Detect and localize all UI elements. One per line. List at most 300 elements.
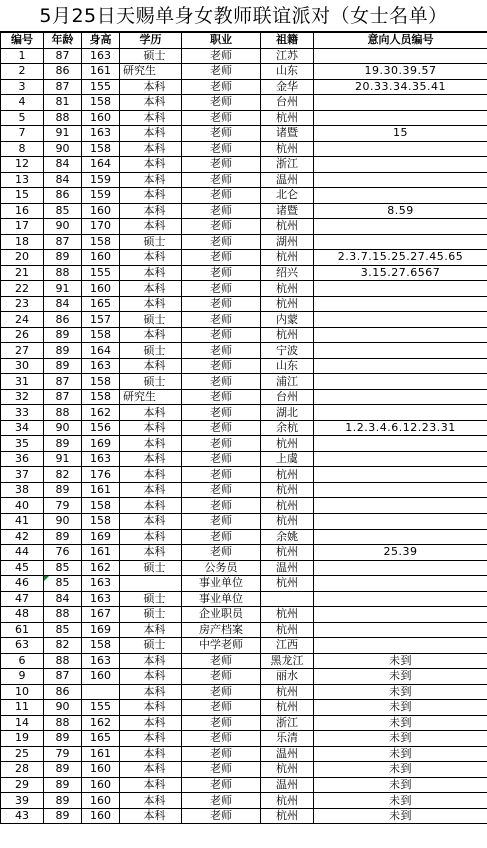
cell-occupation[interactable]: 老师 — [182, 482, 261, 498]
cell-id[interactable]: 34 — [1, 420, 44, 436]
cell-education[interactable] — [120, 576, 182, 592]
cell-id[interactable]: 27 — [1, 343, 44, 359]
cell-interest[interactable]: 8.59 — [314, 203, 487, 219]
cell-hometown[interactable]: 浙江 — [261, 715, 314, 731]
cell-interest[interactable]: 3.15.27.6567 — [314, 265, 487, 281]
cell-education[interactable]: 硕士 — [120, 48, 182, 64]
cell-interest[interactable] — [314, 188, 487, 204]
cell-height[interactable]: 161 — [82, 746, 120, 762]
cell-age[interactable]: 82 — [44, 467, 82, 483]
cell-hometown[interactable]: 杭州 — [261, 576, 314, 592]
cell-id[interactable]: 8 — [1, 141, 44, 157]
cell-occupation[interactable]: 公务员 — [182, 560, 261, 576]
cell-height[interactable]: 176 — [82, 467, 120, 483]
cell-height[interactable]: 157 — [82, 312, 120, 328]
cell-hometown[interactable]: 温州 — [261, 777, 314, 793]
cell-occupation[interactable]: 老师 — [182, 513, 261, 529]
cell-hometown[interactable]: 杭州 — [261, 467, 314, 483]
cell-height[interactable]: 159 — [82, 172, 120, 188]
cell-hometown[interactable]: 杭州 — [261, 141, 314, 157]
cell-interest[interactable] — [314, 482, 487, 498]
cell-height[interactable]: 160 — [82, 669, 120, 685]
cell-education[interactable]: 硕士 — [120, 591, 182, 607]
cell-occupation[interactable]: 老师 — [182, 48, 261, 64]
cell-interest[interactable]: 19.30.39.57 — [314, 64, 487, 80]
cell-hometown[interactable]: 台州 — [261, 95, 314, 111]
cell-age[interactable]: 89 — [44, 762, 82, 778]
cell-hometown[interactable]: 上虞 — [261, 451, 314, 467]
cell-age[interactable]: 84 — [44, 296, 82, 312]
cell-hometown[interactable]: 杭州 — [261, 622, 314, 638]
cell-education[interactable]: 本科 — [120, 467, 182, 483]
cell-education[interactable]: 本科 — [120, 808, 182, 824]
cell-interest[interactable]: 20.33.34.35.41 — [314, 79, 487, 95]
cell-hometown[interactable]: 杭州 — [261, 281, 314, 297]
cell-age[interactable]: 90 — [44, 420, 82, 436]
cell-id[interactable]: 41 — [1, 513, 44, 529]
cell-education[interactable]: 硕士 — [120, 343, 182, 359]
cell-education[interactable]: 本科 — [120, 203, 182, 219]
cell-height[interactable]: 162 — [82, 715, 120, 731]
column-header-interest[interactable]: 意向人员编号 — [314, 33, 487, 49]
cell-occupation[interactable]: 老师 — [182, 793, 261, 809]
cell-height[interactable]: 158 — [82, 498, 120, 514]
cell-education[interactable]: 本科 — [120, 793, 182, 809]
cell-interest[interactable] — [314, 513, 487, 529]
cell-height[interactable]: 165 — [82, 731, 120, 747]
cell-age[interactable]: 91 — [44, 126, 82, 142]
cell-interest[interactable] — [314, 312, 487, 328]
cell-interest[interactable]: 未到 — [314, 715, 487, 731]
cell-age[interactable]: 88 — [44, 110, 82, 126]
cell-height[interactable]: 164 — [82, 343, 120, 359]
cell-education[interactable]: 本科 — [120, 777, 182, 793]
cell-id[interactable]: 3 — [1, 79, 44, 95]
cell-hometown[interactable]: 浦江 — [261, 374, 314, 390]
cell-id[interactable]: 26 — [1, 327, 44, 343]
cell-id[interactable]: 9 — [1, 669, 44, 685]
cell-age[interactable]: 88 — [44, 653, 82, 669]
cell-hometown[interactable]: 温州 — [261, 746, 314, 762]
cell-interest[interactable] — [314, 529, 487, 545]
cell-hometown[interactable]: 温州 — [261, 560, 314, 576]
cell-height[interactable]: 163 — [82, 576, 120, 592]
cell-interest[interactable]: 未到 — [314, 777, 487, 793]
column-header-age[interactable]: 年龄 — [44, 33, 82, 49]
cell-education[interactable]: 本科 — [120, 622, 182, 638]
cell-id[interactable]: 5 — [1, 110, 44, 126]
cell-id[interactable]: 32 — [1, 389, 44, 405]
cell-hometown[interactable]: 杭州 — [261, 607, 314, 623]
column-header-height[interactable]: 身高 — [82, 33, 120, 49]
cell-height[interactable]: 169 — [82, 436, 120, 452]
cell-education[interactable]: 本科 — [120, 684, 182, 700]
cell-height[interactable] — [82, 684, 120, 700]
cell-education[interactable]: 硕士 — [120, 607, 182, 623]
cell-id[interactable]: 36 — [1, 451, 44, 467]
cell-height[interactable]: 158 — [82, 234, 120, 250]
cell-interest[interactable] — [314, 234, 487, 250]
cell-hometown[interactable]: 湖北 — [261, 405, 314, 421]
cell-id[interactable]: 4 — [1, 95, 44, 111]
cell-hometown[interactable]: 杭州 — [261, 436, 314, 452]
cell-hometown[interactable]: 杭州 — [261, 684, 314, 700]
cell-age[interactable]: 88 — [44, 607, 82, 623]
cell-hometown[interactable]: 诸暨 — [261, 203, 314, 219]
cell-occupation[interactable]: 老师 — [182, 358, 261, 374]
cell-occupation[interactable]: 老师 — [182, 746, 261, 762]
cell-height[interactable]: 159 — [82, 188, 120, 204]
cell-education[interactable]: 本科 — [120, 358, 182, 374]
cell-education[interactable]: 本科 — [120, 731, 182, 747]
cell-interest[interactable]: 未到 — [314, 653, 487, 669]
cell-age[interactable]: 89 — [44, 808, 82, 824]
cell-hometown[interactable]: 杭州 — [261, 793, 314, 809]
cell-hometown[interactable]: 温州 — [261, 172, 314, 188]
cell-age[interactable]: 87 — [44, 389, 82, 405]
cell-interest[interactable]: 未到 — [314, 793, 487, 809]
cell-id[interactable]: 10 — [1, 684, 44, 700]
cell-age[interactable]: 90 — [44, 700, 82, 716]
cell-id[interactable]: 7 — [1, 126, 44, 142]
cell-hometown[interactable]: 金华 — [261, 79, 314, 95]
cell-interest[interactable] — [314, 374, 487, 390]
cell-occupation[interactable]: 老师 — [182, 188, 261, 204]
cell-id[interactable]: 11 — [1, 700, 44, 716]
cell-id[interactable]: 23 — [1, 296, 44, 312]
column-header-education[interactable]: 学历 — [120, 33, 182, 49]
cell-hometown[interactable]: 江西 — [261, 638, 314, 654]
cell-hometown[interactable]: 台州 — [261, 389, 314, 405]
cell-occupation[interactable]: 老师 — [182, 389, 261, 405]
cell-occupation[interactable]: 老师 — [182, 420, 261, 436]
cell-interest[interactable]: 未到 — [314, 731, 487, 747]
cell-interest[interactable] — [314, 172, 487, 188]
cell-id[interactable]: 2 — [1, 64, 44, 80]
cell-age[interactable]: 87 — [44, 79, 82, 95]
cell-education[interactable]: 研究生 — [120, 64, 182, 80]
cell-age[interactable]: 87 — [44, 48, 82, 64]
cell-height[interactable]: 163 — [82, 451, 120, 467]
cell-occupation[interactable]: 中学老师 — [182, 638, 261, 654]
cell-occupation[interactable]: 老师 — [182, 312, 261, 328]
cell-occupation[interactable]: 老师 — [182, 265, 261, 281]
cell-hometown[interactable]: 杭州 — [261, 296, 314, 312]
cell-interest[interactable] — [314, 358, 487, 374]
cell-interest[interactable] — [314, 436, 487, 452]
cell-height[interactable]: 160 — [82, 110, 120, 126]
cell-education[interactable]: 研究生 — [120, 389, 182, 405]
cell-education[interactable]: 硕士 — [120, 374, 182, 390]
cell-hometown[interactable]: 湖州 — [261, 234, 314, 250]
cell-occupation[interactable]: 老师 — [182, 653, 261, 669]
cell-age[interactable]: 91 — [44, 281, 82, 297]
cell-occupation[interactable]: 企业职员 — [182, 607, 261, 623]
cell-age[interactable]: 89 — [44, 436, 82, 452]
cell-id[interactable]: 33 — [1, 405, 44, 421]
cell-age[interactable]: 88 — [44, 715, 82, 731]
cell-interest[interactable] — [314, 591, 487, 607]
cell-occupation[interactable]: 老师 — [182, 281, 261, 297]
cell-occupation[interactable]: 老师 — [182, 405, 261, 421]
cell-education[interactable]: 本科 — [120, 141, 182, 157]
cell-height[interactable]: 155 — [82, 265, 120, 281]
cell-occupation[interactable]: 老师 — [182, 467, 261, 483]
cell-id[interactable]: 22 — [1, 281, 44, 297]
cell-hometown[interactable]: 杭州 — [261, 219, 314, 235]
cell-height[interactable]: 160 — [82, 250, 120, 266]
cell-hometown[interactable]: 江苏 — [261, 48, 314, 64]
cell-id[interactable]: 42 — [1, 529, 44, 545]
cell-interest[interactable] — [314, 110, 487, 126]
cell-id[interactable]: 19 — [1, 731, 44, 747]
cell-height[interactable]: 163 — [82, 591, 120, 607]
cell-education[interactable]: 硕士 — [120, 312, 182, 328]
cell-id[interactable]: 18 — [1, 234, 44, 250]
cell-age[interactable]: 90 — [44, 219, 82, 235]
cell-age[interactable]: 89 — [44, 731, 82, 747]
cell-height[interactable]: 160 — [82, 777, 120, 793]
cell-education[interactable]: 本科 — [120, 405, 182, 421]
cell-education[interactable]: 本科 — [120, 669, 182, 685]
cell-education[interactable]: 本科 — [120, 545, 182, 561]
cell-education[interactable]: 本科 — [120, 420, 182, 436]
cell-education[interactable]: 本科 — [120, 513, 182, 529]
cell-interest[interactable] — [314, 622, 487, 638]
cell-interest[interactable] — [314, 95, 487, 111]
cell-height[interactable]: 169 — [82, 529, 120, 545]
cell-hometown[interactable]: 杭州 — [261, 808, 314, 824]
cell-height[interactable]: 163 — [82, 358, 120, 374]
cell-height[interactable]: 160 — [82, 808, 120, 824]
cell-age[interactable]: 86 — [44, 312, 82, 328]
cell-occupation[interactable]: 老师 — [182, 296, 261, 312]
cell-occupation[interactable]: 老师 — [182, 95, 261, 111]
cell-occupation[interactable]: 老师 — [182, 172, 261, 188]
cell-id[interactable]: 63 — [1, 638, 44, 654]
cell-interest[interactable] — [314, 327, 487, 343]
cell-height[interactable]: 158 — [82, 638, 120, 654]
cell-education[interactable]: 硕士 — [120, 234, 182, 250]
cell-age[interactable]: 86 — [44, 188, 82, 204]
cell-height[interactable]: 160 — [82, 281, 120, 297]
cell-age[interactable]: 90 — [44, 141, 82, 157]
cell-interest[interactable]: 未到 — [314, 808, 487, 824]
cell-age[interactable]: 89 — [44, 529, 82, 545]
cell-interest[interactable]: 未到 — [314, 700, 487, 716]
cell-id[interactable]: 31 — [1, 374, 44, 390]
cell-occupation[interactable]: 老师 — [182, 700, 261, 716]
cell-age[interactable]: 89 — [44, 358, 82, 374]
cell-age[interactable]: 82 — [44, 638, 82, 654]
cell-education[interactable]: 本科 — [120, 529, 182, 545]
cell-interest[interactable] — [314, 389, 487, 405]
cell-occupation[interactable]: 老师 — [182, 327, 261, 343]
cell-id[interactable]: 47 — [1, 591, 44, 607]
cell-education[interactable]: 本科 — [120, 700, 182, 716]
cell-education[interactable]: 本科 — [120, 79, 182, 95]
cell-occupation[interactable]: 老师 — [182, 762, 261, 778]
cell-hometown[interactable]: 杭州 — [261, 110, 314, 126]
cell-hometown[interactable]: 杭州 — [261, 498, 314, 514]
cell-interest[interactable] — [314, 498, 487, 514]
cell-age[interactable]: 89 — [44, 250, 82, 266]
cell-id[interactable]: 21 — [1, 265, 44, 281]
cell-education[interactable]: 本科 — [120, 188, 182, 204]
cell-height[interactable]: 158 — [82, 513, 120, 529]
cell-id[interactable]: 6 — [1, 653, 44, 669]
cell-education[interactable]: 本科 — [120, 482, 182, 498]
cell-education[interactable]: 硕士 — [120, 560, 182, 576]
cell-height[interactable]: 162 — [82, 405, 120, 421]
cell-age[interactable]: 88 — [44, 265, 82, 281]
cell-occupation[interactable]: 老师 — [182, 141, 261, 157]
cell-hometown[interactable]: 黑龙江 — [261, 653, 314, 669]
cell-age[interactable]: 81 — [44, 95, 82, 111]
cell-id[interactable]: 25 — [1, 746, 44, 762]
cell-age[interactable]: 88 — [44, 405, 82, 421]
cell-height[interactable]: 160 — [82, 793, 120, 809]
cell-height[interactable]: 160 — [82, 203, 120, 219]
cell-occupation[interactable]: 事业单位 — [182, 591, 261, 607]
cell-education[interactable]: 本科 — [120, 498, 182, 514]
cell-age[interactable]: 89 — [44, 777, 82, 793]
cell-id[interactable]: 48 — [1, 607, 44, 623]
cell-interest[interactable]: 15 — [314, 126, 487, 142]
cell-occupation[interactable]: 老师 — [182, 777, 261, 793]
cell-interest[interactable] — [314, 157, 487, 173]
cell-interest[interactable]: 1.2.3.4.6.12.23.31 — [314, 420, 487, 436]
cell-height[interactable]: 170 — [82, 219, 120, 235]
cell-interest[interactable]: 未到 — [314, 669, 487, 685]
cell-age[interactable]: 85 — [44, 560, 82, 576]
cell-education[interactable]: 本科 — [120, 95, 182, 111]
cell-id[interactable]: 15 — [1, 188, 44, 204]
cell-interest[interactable] — [314, 281, 487, 297]
cell-hometown[interactable] — [261, 591, 314, 607]
cell-height[interactable]: 163 — [82, 48, 120, 64]
cell-id[interactable]: 35 — [1, 436, 44, 452]
cell-occupation[interactable]: 事业单位 — [182, 576, 261, 592]
cell-interest[interactable] — [314, 343, 487, 359]
cell-education[interactable]: 本科 — [120, 327, 182, 343]
cell-hometown[interactable]: 山东 — [261, 358, 314, 374]
cell-id[interactable]: 37 — [1, 467, 44, 483]
cell-education[interactable]: 本科 — [120, 250, 182, 266]
cell-hometown[interactable]: 杭州 — [261, 482, 314, 498]
cell-hometown[interactable]: 杭州 — [261, 327, 314, 343]
cell-height[interactable]: 162 — [82, 560, 120, 576]
cell-hometown[interactable]: 山东 — [261, 64, 314, 80]
cell-hometown[interactable]: 北仑 — [261, 188, 314, 204]
cell-id[interactable]: 14 — [1, 715, 44, 731]
cell-occupation[interactable]: 老师 — [182, 219, 261, 235]
cell-hometown[interactable]: 绍兴 — [261, 265, 314, 281]
cell-height[interactable]: 164 — [82, 157, 120, 173]
cell-interest[interactable] — [314, 467, 487, 483]
cell-education[interactable]: 本科 — [120, 172, 182, 188]
cell-id[interactable]: 46 — [1, 576, 44, 592]
cell-hometown[interactable]: 乐清 — [261, 731, 314, 747]
cell-age[interactable]: 91 — [44, 451, 82, 467]
cell-age[interactable]: 89 — [44, 327, 82, 343]
cell-height[interactable]: 161 — [82, 64, 120, 80]
cell-interest[interactable]: 未到 — [314, 762, 487, 778]
cell-age[interactable]: 84 — [44, 591, 82, 607]
cell-age[interactable]: 86 — [44, 684, 82, 700]
cell-hometown[interactable]: 余杭 — [261, 420, 314, 436]
cell-occupation[interactable]: 老师 — [182, 250, 261, 266]
cell-height[interactable]: 161 — [82, 545, 120, 561]
cell-interest[interactable] — [314, 141, 487, 157]
cell-id[interactable]: 28 — [1, 762, 44, 778]
cell-age[interactable]: 89 — [44, 343, 82, 359]
cell-occupation[interactable]: 老师 — [182, 157, 261, 173]
cell-hometown[interactable]: 宁波 — [261, 343, 314, 359]
cell-height[interactable]: 156 — [82, 420, 120, 436]
cell-id[interactable]: 24 — [1, 312, 44, 328]
cell-education[interactable]: 本科 — [120, 126, 182, 142]
cell-height[interactable]: 163 — [82, 126, 120, 142]
cell-age[interactable]: 79 — [44, 498, 82, 514]
cell-id[interactable]: 16 — [1, 203, 44, 219]
cell-hometown[interactable]: 浙江 — [261, 157, 314, 173]
cell-education[interactable]: 本科 — [120, 762, 182, 778]
cell-interest[interactable] — [314, 451, 487, 467]
cell-height[interactable]: 158 — [82, 95, 120, 111]
cell-occupation[interactable]: 老师 — [182, 529, 261, 545]
cell-education[interactable]: 本科 — [120, 436, 182, 452]
cell-id[interactable]: 39 — [1, 793, 44, 809]
cell-age[interactable]: 87 — [44, 374, 82, 390]
cell-hometown[interactable]: 内蒙 — [261, 312, 314, 328]
cell-education[interactable]: 硕士 — [120, 638, 182, 654]
cell-occupation[interactable]: 老师 — [182, 374, 261, 390]
cell-occupation[interactable]: 老师 — [182, 545, 261, 561]
cell-interest[interactable]: 未到 — [314, 746, 487, 762]
cell-id[interactable]: 38 — [1, 482, 44, 498]
cell-occupation[interactable]: 老师 — [182, 715, 261, 731]
cell-age[interactable]: 84 — [44, 157, 82, 173]
cell-education[interactable]: 本科 — [120, 746, 182, 762]
cell-occupation[interactable]: 老师 — [182, 684, 261, 700]
cell-height[interactable]: 167 — [82, 607, 120, 623]
cell-height[interactable]: 160 — [82, 762, 120, 778]
cell-interest[interactable] — [314, 607, 487, 623]
cell-education[interactable]: 本科 — [120, 653, 182, 669]
cell-interest[interactable] — [314, 576, 487, 592]
cell-height[interactable]: 169 — [82, 622, 120, 638]
cell-age[interactable]: 84 — [44, 172, 82, 188]
cell-id[interactable]: 44 — [1, 545, 44, 561]
cell-occupation[interactable]: 老师 — [182, 436, 261, 452]
cell-height[interactable]: 165 — [82, 296, 120, 312]
cell-id[interactable]: 13 — [1, 172, 44, 188]
cell-hometown[interactable]: 杭州 — [261, 545, 314, 561]
cell-age[interactable]: 89 — [44, 482, 82, 498]
cell-hometown[interactable]: 丽水 — [261, 669, 314, 685]
cell-id[interactable]: 40 — [1, 498, 44, 514]
cell-hometown[interactable]: 杭州 — [261, 762, 314, 778]
cell-interest[interactable]: 2.3.7.15.25.27.45.65 — [314, 250, 487, 266]
cell-height[interactable]: 158 — [82, 374, 120, 390]
cell-occupation[interactable]: 房产档案 — [182, 622, 261, 638]
cell-interest[interactable] — [314, 405, 487, 421]
cell-age[interactable]: 85 — [44, 576, 82, 592]
cell-hometown[interactable]: 杭州 — [261, 700, 314, 716]
cell-id[interactable]: 20 — [1, 250, 44, 266]
cell-education[interactable]: 本科 — [120, 157, 182, 173]
